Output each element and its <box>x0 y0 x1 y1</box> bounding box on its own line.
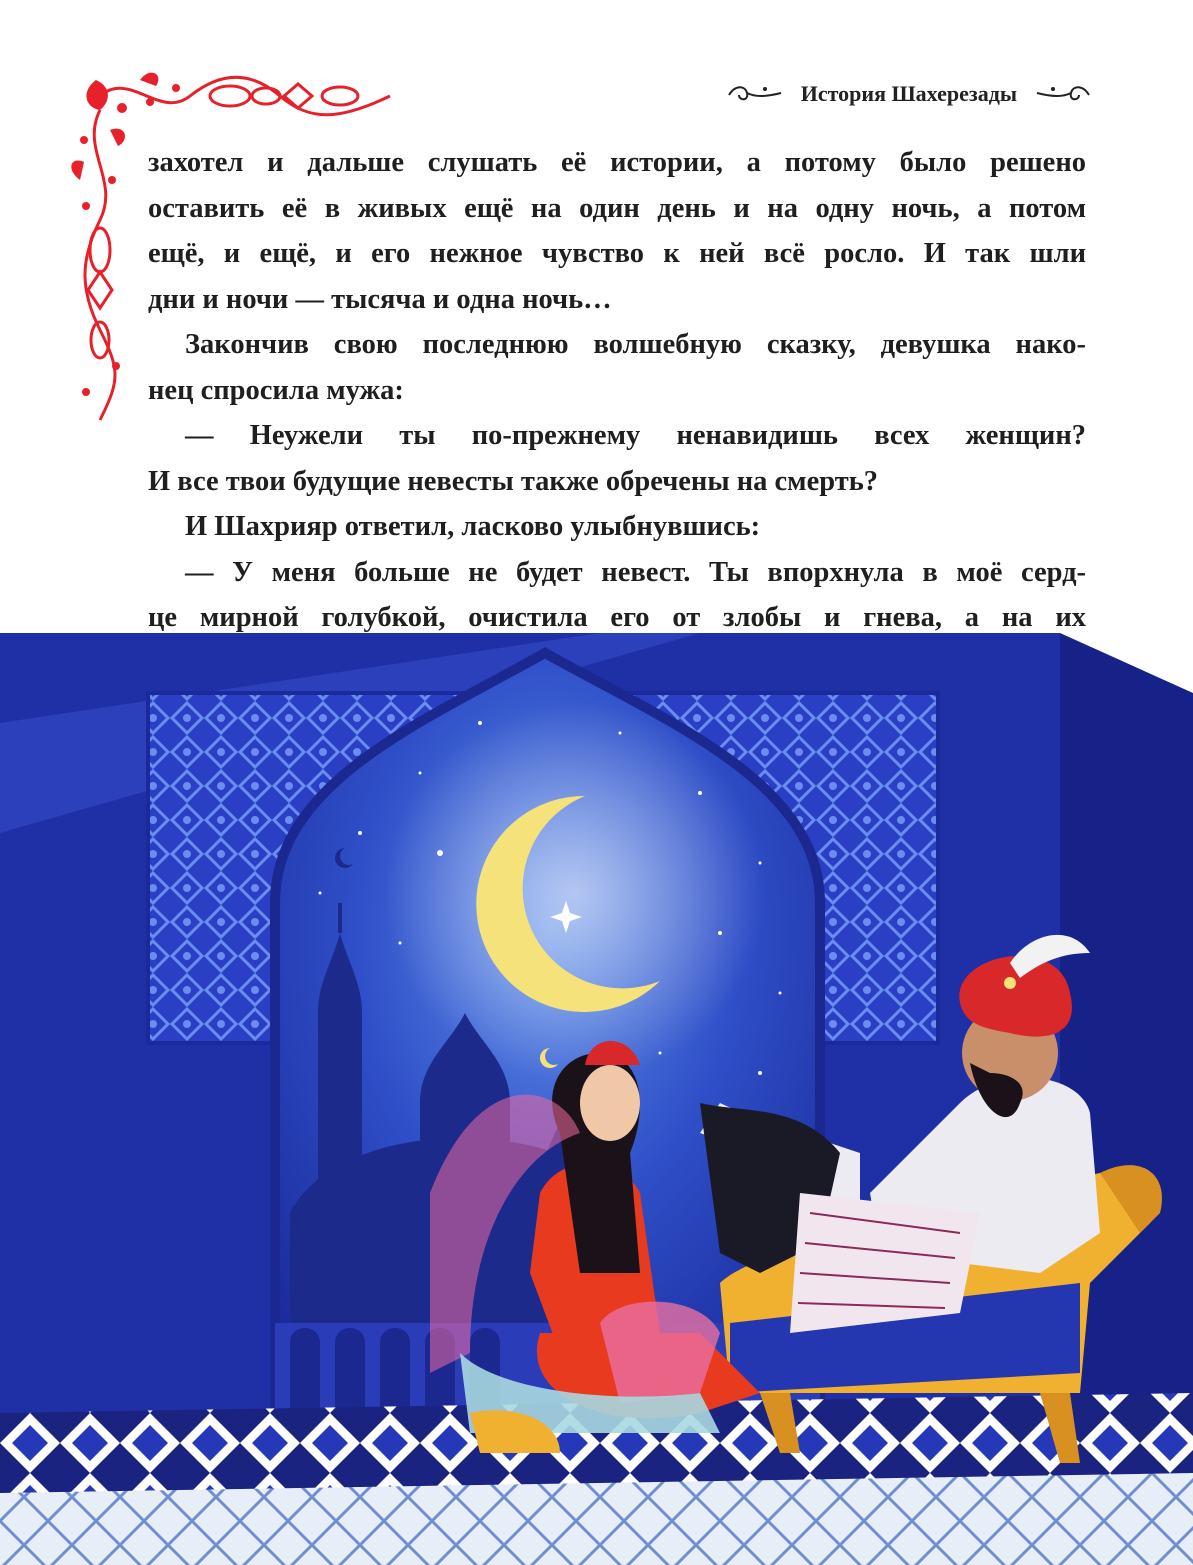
text-line: оставить её в живых ещё на один день и на одну ночь, а потом <box>148 192 1086 224</box>
swirl-right-icon <box>1033 83 1093 105</box>
text-line: Закончив свою последнюю волшебную сказку, девушка нако- <box>185 329 1086 360</box>
story-text <box>148 140 1086 686</box>
text-line: нец спросила мужа: <box>148 374 404 406</box>
text-line: — Неужели ты по-прежнему ненавидишь всех женщин? <box>185 420 1086 451</box>
text-line: захотел и дальше слушать её истории, а потому было решено <box>148 147 1086 178</box>
text-line: ещё, и ещё, и его нежное чувство к ней всё росло. И так шли <box>148 238 1086 269</box>
running-header <box>725 76 1093 112</box>
illustration <box>0 633 1193 1565</box>
text-line: И Шахрияр ответил, ласково улыбнувшись: <box>185 511 761 542</box>
running-title: История Шахерезады <box>800 81 1017 106</box>
text-line: И все твои будущие невесты также обречены на смерть? <box>148 465 879 497</box>
text-line: це мирной голубкой, очистила его от злобы и гнева, а на их <box>148 602 1086 633</box>
text-line: — У меня больше не будет невест. Ты впорхнула в моё серд- <box>185 556 1086 588</box>
text-line: дни и ночи — тысяча и одна ночь… <box>148 283 612 315</box>
swirl-left-icon <box>725 83 785 105</box>
